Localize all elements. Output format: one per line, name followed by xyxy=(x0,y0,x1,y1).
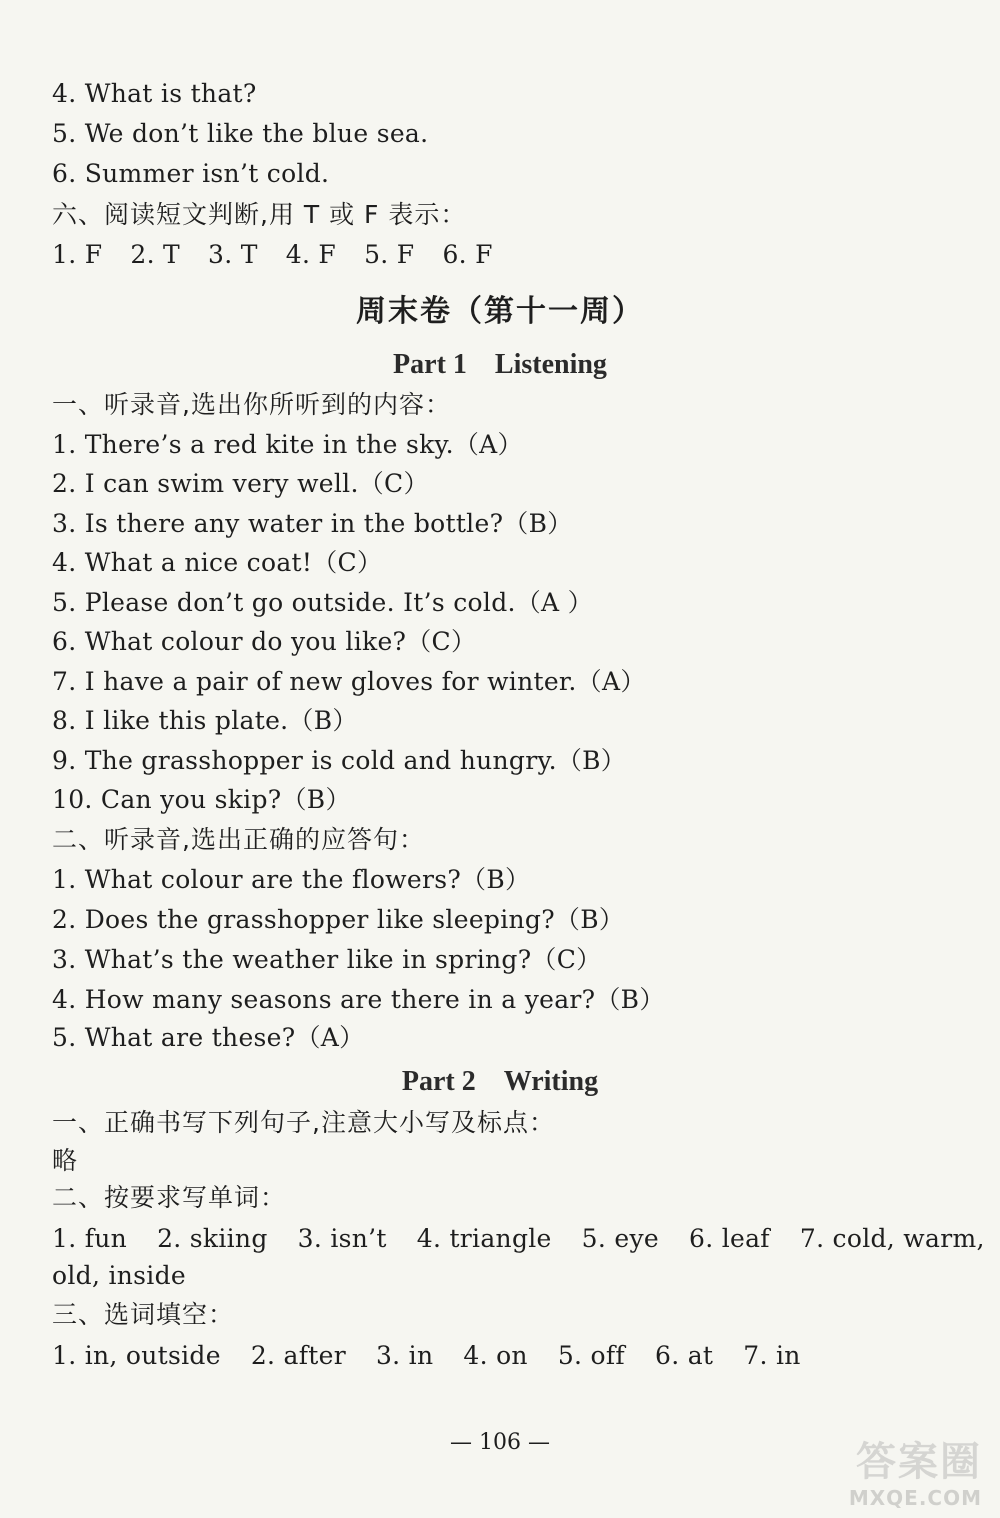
page-number: — 106 — xyxy=(450,1430,550,1455)
part-label: Part 2 xyxy=(401,1066,476,1097)
answer-line: 5. We don’t like the blue sea. xyxy=(52,119,429,148)
answer-line: 9. The grasshopper is cold and hungry.（B） xyxy=(52,746,627,775)
answer-line: 5. Please don’t go outside. It’s cold.（A ） xyxy=(52,588,593,617)
answer-item: 2. after xyxy=(250,1341,346,1370)
answer-line: 10. Can you skip?（B） xyxy=(52,785,351,814)
section-title: 一、正确书写下列句子,注意大小写及标点： xyxy=(52,1108,555,1137)
answer-item: 6. leaf xyxy=(689,1224,770,1253)
tf-answers-row xyxy=(52,239,493,271)
section-title: 二、按要求写单词： xyxy=(52,1183,287,1212)
part2-heading xyxy=(0,1065,1000,1099)
answer-item: 3. isn’t xyxy=(297,1224,387,1253)
answer-item: 4. F xyxy=(285,240,337,269)
answer-item: 4. triangle xyxy=(416,1224,552,1253)
answer-line: 3. What’s the weather like in spring?（C） xyxy=(52,945,602,974)
answer-item: 3. T xyxy=(208,240,258,269)
fill-answers-row xyxy=(52,1340,801,1372)
section-title: 三、选词填空： xyxy=(52,1300,235,1329)
answer-item: 1. fun xyxy=(52,1224,128,1253)
answer-item: 2. T xyxy=(130,240,181,269)
answer-item: 5. F xyxy=(364,240,415,269)
answer-line: old, inside xyxy=(52,1261,186,1290)
answer-item: 5. off xyxy=(557,1341,625,1370)
answer-line: 1. What colour are the flowers?（B） xyxy=(52,865,531,894)
section-title: 二、听录音,选出正确的应答句： xyxy=(52,825,425,854)
week-title: 周末卷（第十一周） xyxy=(356,294,644,329)
answer-item: 1. F xyxy=(52,240,103,269)
answer-line: 6. What colour do you like?（C） xyxy=(52,627,477,656)
answer-line: 4. What is that? xyxy=(52,79,257,108)
section-title: 六、阅读短文判断,用 T 或 F 表示： xyxy=(52,200,467,229)
part-name: Listening xyxy=(494,349,607,380)
answer-line: 2. Does the grasshopper like sleeping?（B） xyxy=(52,905,625,934)
answer-line: 5. What are these?（A） xyxy=(52,1023,365,1052)
answer-line: 略 xyxy=(52,1146,79,1175)
answer-line: 7. I have a pair of new gloves for winter.（A） xyxy=(52,667,646,696)
answer-item: 6. F xyxy=(442,240,493,269)
answer-line: 4. What a nice coat!（C） xyxy=(52,548,383,577)
answer-item: 2. skiing xyxy=(157,1224,268,1253)
answer-item: 1. in, outside xyxy=(52,1341,221,1370)
watermark-logo xyxy=(822,1430,982,1510)
part-label: Part 1 xyxy=(393,349,467,380)
answer-line: 2. I can swim very well.（C） xyxy=(52,469,429,498)
answer-line: 4. How many seasons are there in a year?（B） xyxy=(52,985,665,1014)
answer-line: 1. There’s a red kite in the sky.（A） xyxy=(52,430,523,459)
watermark-logo-text: 答案圈 xyxy=(856,1439,982,1485)
answer-item: 3. in xyxy=(375,1341,434,1370)
answer-line: 6. Summer isn’t cold. xyxy=(52,159,330,188)
word-answers-row xyxy=(52,1223,985,1255)
part1-heading xyxy=(0,348,1000,382)
answer-item: 4. on xyxy=(463,1341,528,1370)
part-name: Writing xyxy=(503,1066,599,1097)
answer-line: 8. I like this plate.（B） xyxy=(52,706,358,735)
answer-item: 7. cold, warm, xyxy=(799,1224,985,1253)
answer-item: 5. eye xyxy=(581,1224,659,1253)
answer-item: 6. at xyxy=(655,1341,714,1370)
section-title: 一、听录音,选出你所听到的内容： xyxy=(52,390,451,419)
answer-item: 7. in xyxy=(743,1341,801,1370)
watermark-site-text: MXQE.COM xyxy=(848,1486,982,1510)
answer-line: 3. Is there any water in the bottle?（B） xyxy=(52,509,573,538)
